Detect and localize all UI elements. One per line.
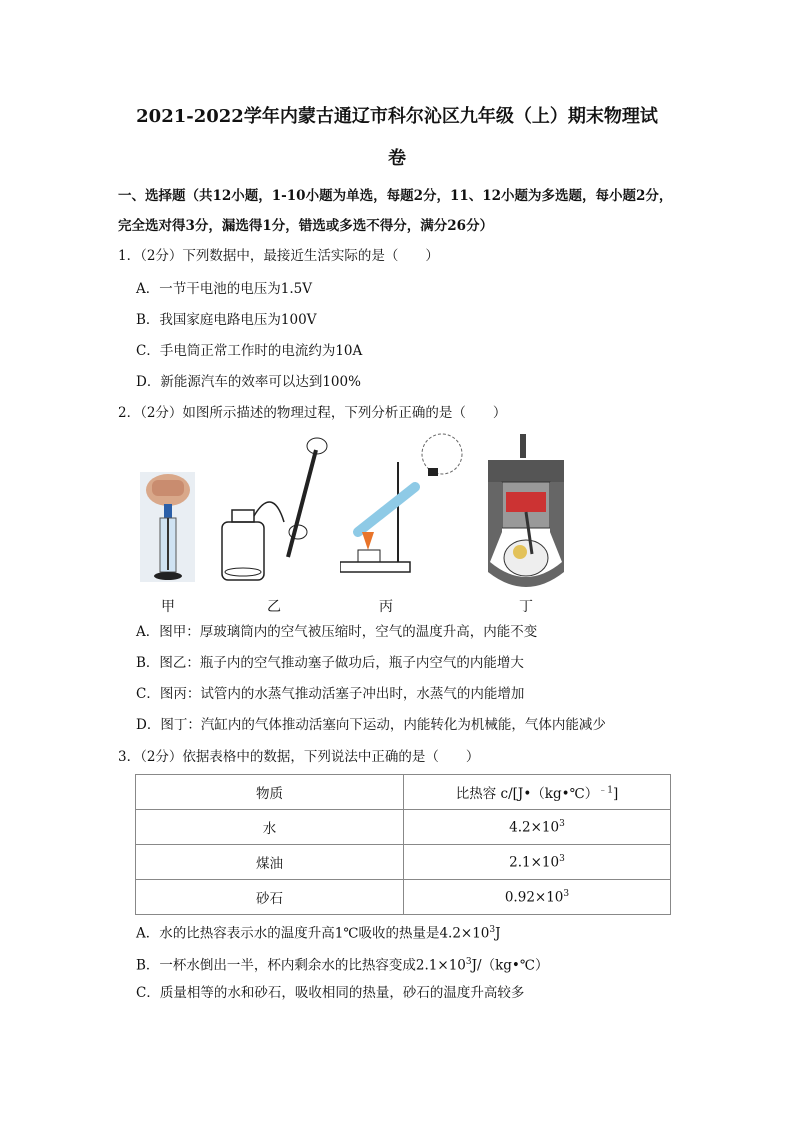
- header-specific-heat-sup: ﹣1: [598, 785, 613, 796]
- q3-option-a-text: A．水的比热容表示水的温度升高1℃吸收的热量是4.2×10: [136, 925, 490, 942]
- cell-value: [404, 845, 671, 880]
- cell-value-exp: 3: [563, 888, 570, 899]
- q2-option-b: B．图乙：瓶子内的空气推动塞子做功后，瓶子内空气的内能增大: [136, 655, 524, 671]
- exam-title-line2: 卷: [388, 148, 406, 169]
- q3-option-a-sup: 3: [489, 925, 496, 935]
- table-row: [136, 880, 671, 915]
- caption-jia: 甲: [161, 599, 175, 615]
- header-specific-heat-text: 比热容 c/[J•（kg•℃）: [455, 786, 599, 802]
- q3-option-c: C．质量相等的水和砂石，吸收相同的热量，砂石的温度升高较多: [136, 985, 525, 1001]
- q3-stem: 3．（2分）依据表格中的数据，下列说法中正确的是（ ）: [118, 749, 480, 765]
- cell-value-exp: 3: [559, 818, 565, 829]
- cell-value-base: 4.2×10: [509, 819, 560, 836]
- cell-value: [404, 880, 671, 915]
- cell-value: [404, 810, 671, 845]
- specific-heat-table: [135, 774, 671, 915]
- cell-value-exp: 3: [559, 853, 565, 864]
- q1-option-b: B．我国家庭电路电压为100V: [136, 312, 317, 328]
- q3-option-b-sup: 3: [465, 957, 472, 967]
- cell-value-base: 0.92×10: [504, 889, 564, 906]
- table-header-row: [136, 775, 671, 810]
- q3-option-b: [136, 952, 696, 976]
- q1-option-d: D．新能源汽车的效率可以达到100%: [136, 374, 361, 390]
- header-specific-heat: [404, 775, 671, 810]
- q1-option-c: C．手电筒正常工作时的电流约为10A: [136, 343, 363, 359]
- q2-stem: 2．（2分）如图所示描述的物理过程，下列分析正确的是（ ）: [118, 405, 507, 421]
- table-row: [136, 845, 671, 880]
- fig-ding-engine: [482, 432, 570, 587]
- q3-option-b-unit: J/（kg•℃）: [471, 957, 549, 974]
- q2-option-c: C．图丙：试管内的水蒸气推动活塞子冲出时，水蒸气的内能增加: [136, 686, 525, 702]
- fig-bing-test-tube: [340, 432, 465, 582]
- caption-yi: 乙: [267, 599, 281, 615]
- header-specific-heat-end: ]: [612, 786, 619, 802]
- q3-option-a: [136, 920, 696, 944]
- q2-figures: [130, 432, 600, 622]
- fig-yi-bottle-pump: [218, 432, 328, 592]
- fig-jia-compression-cylinder: [140, 432, 195, 582]
- table-row: [136, 810, 671, 845]
- q3-option-a-unit: J: [495, 925, 501, 942]
- q1-option-a: A．一节干电池的电压为1.5V: [136, 281, 312, 297]
- cell-substance: 砂石: [136, 880, 404, 915]
- q2-option-d: D．图丁：汽缸内的气体推动活塞向下运动，内能转化为机械能，气体内能减少: [136, 717, 606, 733]
- caption-bing: 丙: [379, 599, 393, 615]
- cell-value-base: 2.1×10: [509, 854, 560, 871]
- cell-substance: 煤油: [136, 845, 404, 880]
- q1-stem: 1．（2分）下列数据中，最接近生活实际的是（ ）: [118, 248, 439, 264]
- q3-option-b-text: B．一杯水倒出一半，杯内剩余水的比热容变成2.1×10: [136, 957, 466, 974]
- section-heading-line1: 一、选择题（共12小题，1-10小题为单选，每题2分，11、12小题为多选题，每小题2分，: [118, 188, 673, 204]
- section-heading-line2: 完全选对得3分，漏选得1分，错选或多选不得分，满分26分）: [118, 218, 494, 234]
- cell-substance: 水: [136, 810, 404, 845]
- header-substance: 物质: [136, 775, 404, 810]
- caption-ding: 丁: [519, 599, 533, 615]
- exam-title-line1: 2021-2022学年内蒙古通辽市科尔沁区九年级（上）期末物理试: [136, 106, 658, 127]
- q2-option-a: A．图甲：厚玻璃筒内的空气被压缩时，空气的温度升高，内能不变: [136, 624, 538, 640]
